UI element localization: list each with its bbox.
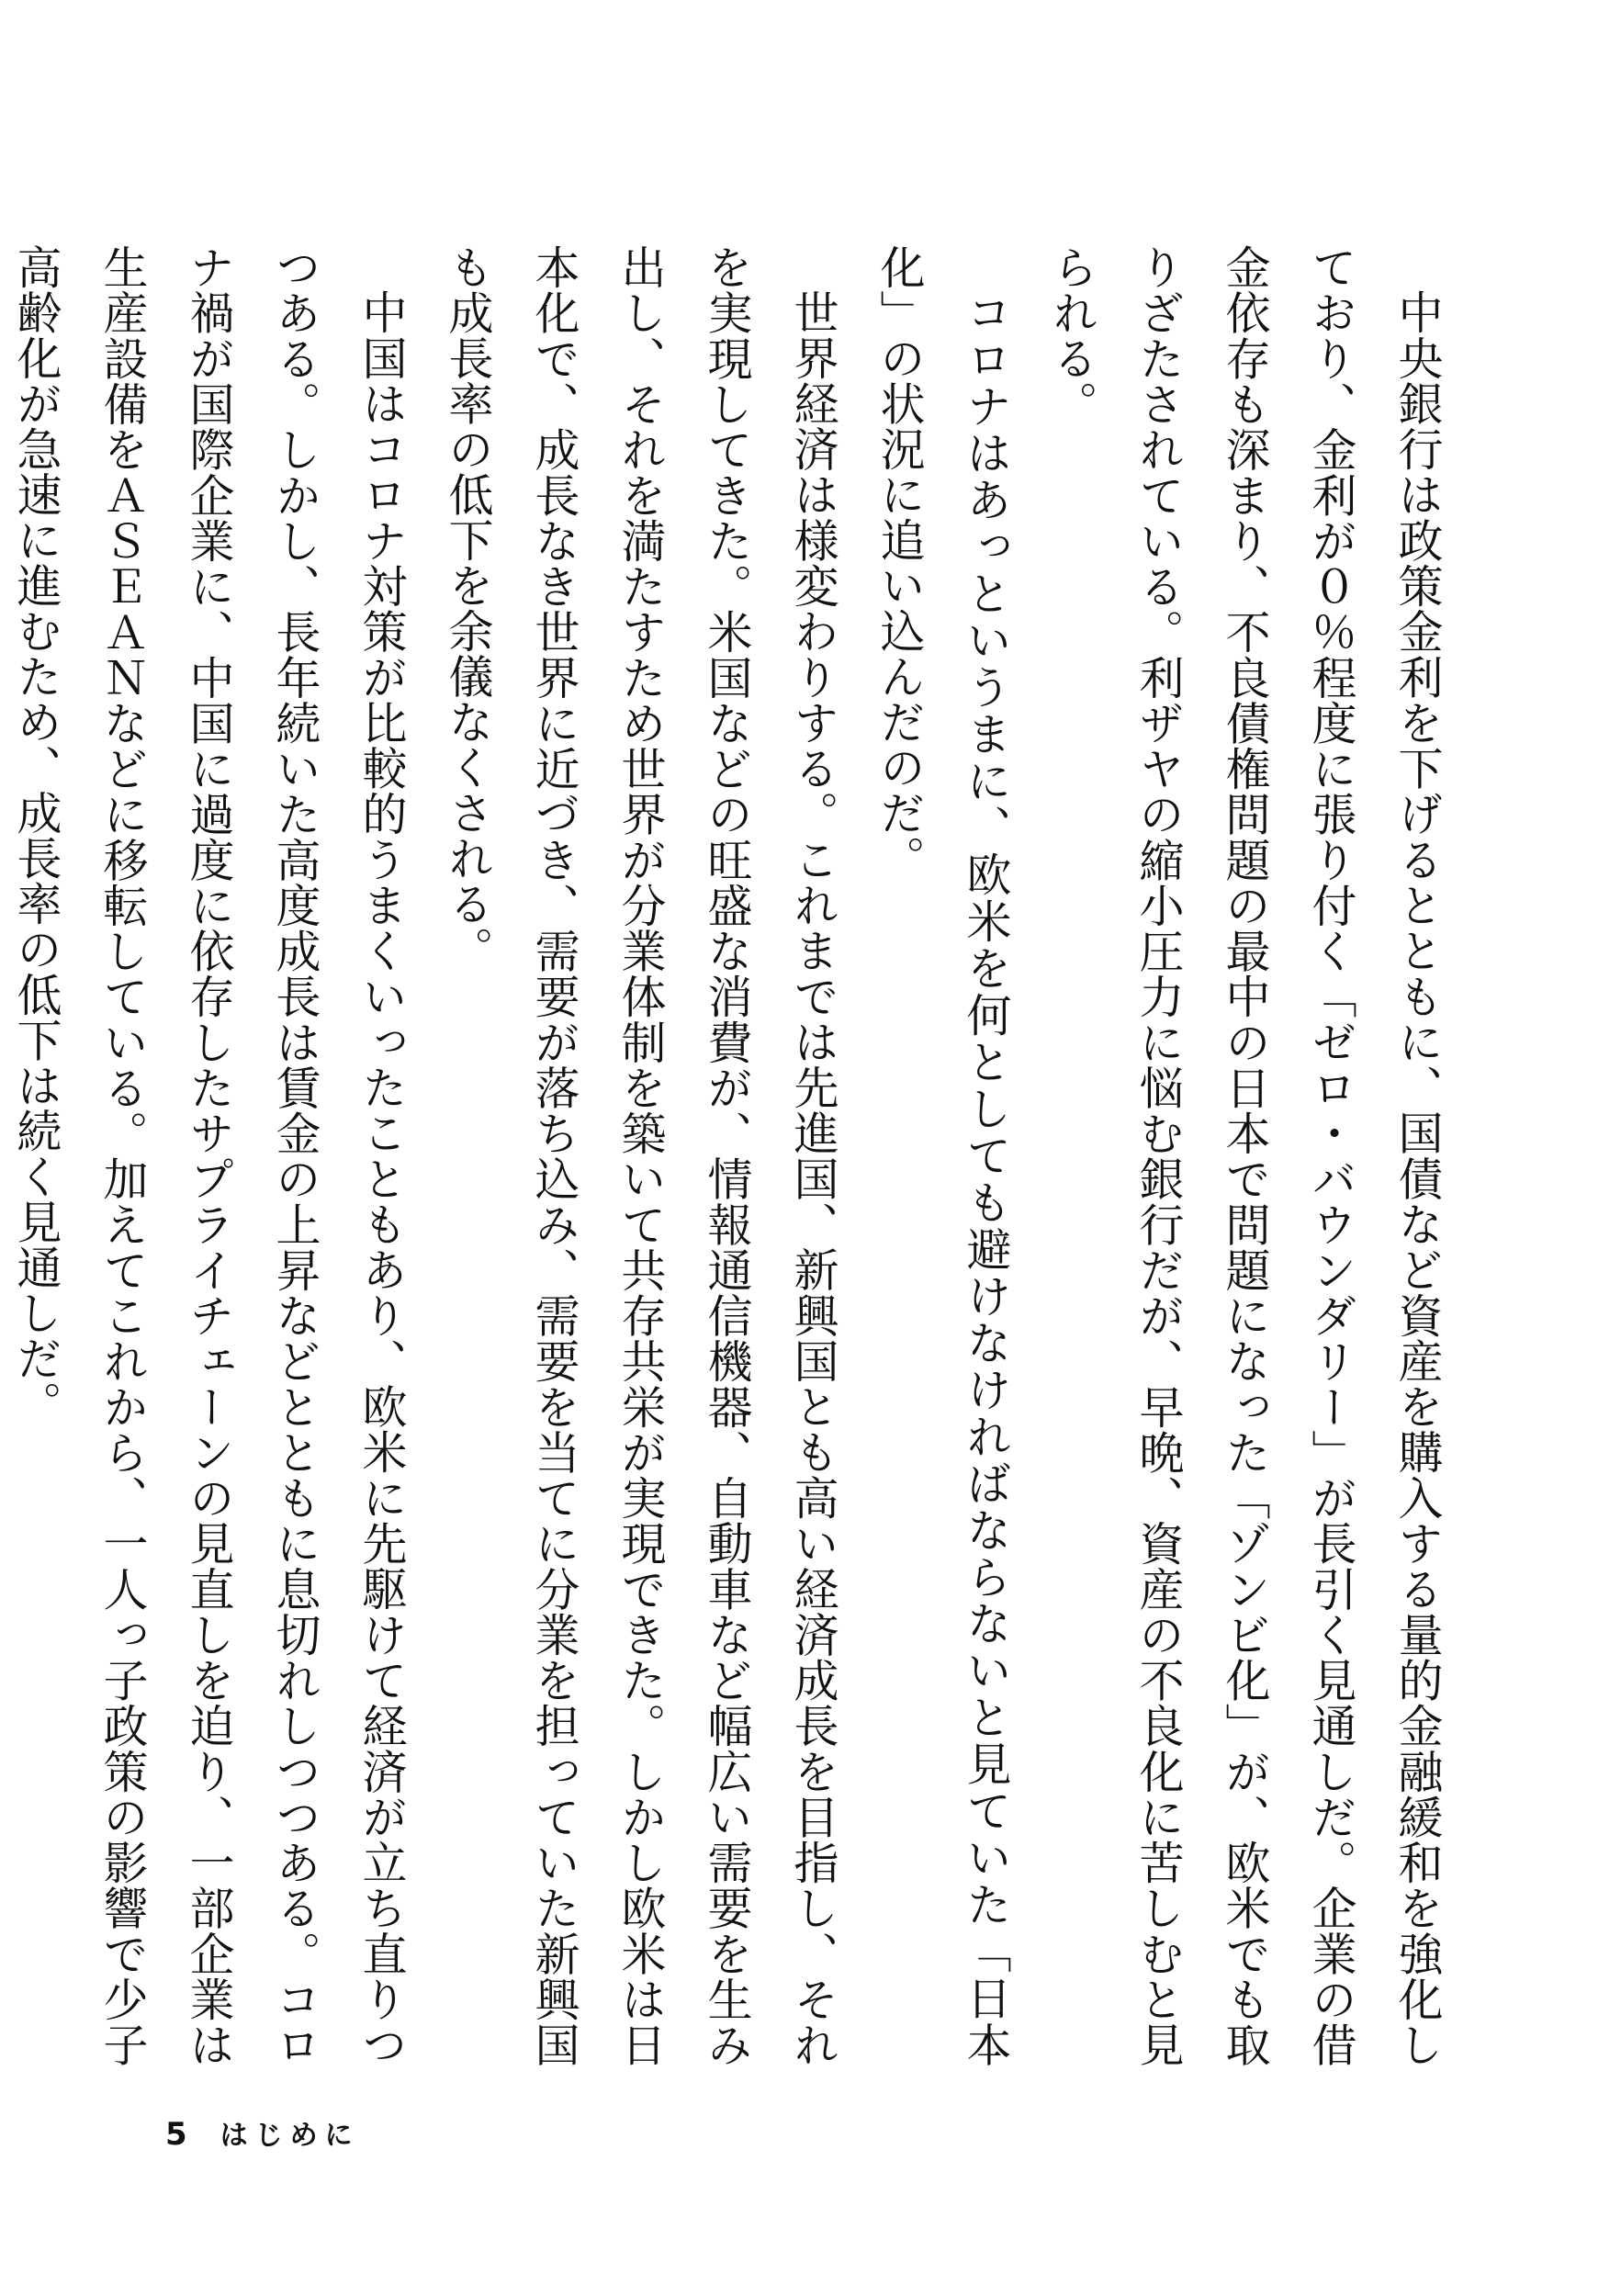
- page-number: 5: [165, 2116, 187, 2153]
- paragraph: 中央銀行は政策金利を下げるとともに、国債など資産を購入する量的金融緩和を強化しており、金利が０％程度に張り付く「ゼロ・バウンダリー」が長引く見通しだ。企業の借金依存も深まり、不良債権問題の最中の日本で問題になった「ゾンビ化」が、欧米でも取りざたされている。利ザヤの縮小圧力に悩む銀行だが、早晩、資産の不良化に苦しむと見られる。: [1046, 244, 1444, 2067]
- body-text: [10, 244, 1460, 2068]
- paragraph: 中国はコロナ対策が比較的うまくいったこともあり、欧米に先駆けて経済が立ち直りつつある。しかし、長年続いた高度成長は賃金の上昇などとともに息切れしつつある。コロナ禍が国際企業に、中国に過度に依存したサプライチェーンの見直しを迫り、一部企業は生産設備をＡＳＥＡＮなどに移転している。加えてこれから、一人っ子政策の影響で少子高齢化が急速に進むため、成長率の低下は続く見通しだ。: [10, 244, 408, 2068]
- page-footer: [165, 2112, 360, 2153]
- paragraph: コロナはあっというまに、欧米を何としても避けなければならないと見ていた「日本化」の状況に追い込んだのだ。: [873, 244, 1012, 2067]
- running-head: はじめに: [220, 2120, 360, 2152]
- paragraph: 世界経済は様変わりする。これまでは先進国、新興国とも高い経済成長を目指し、それを実現してきた。米国などの旺盛な消費が、情報通信機器、自動車など幅広い需要を生み出し、それを満たすため世界が分業体制を築いて共存共栄が実現できた。しかし欧米は日本化で、成長なき世界に近づき、需要が落ち込み、需要を当てに分業を担っていた新興国も成長率の低下を余儀なくされる。: [442, 244, 839, 2068]
